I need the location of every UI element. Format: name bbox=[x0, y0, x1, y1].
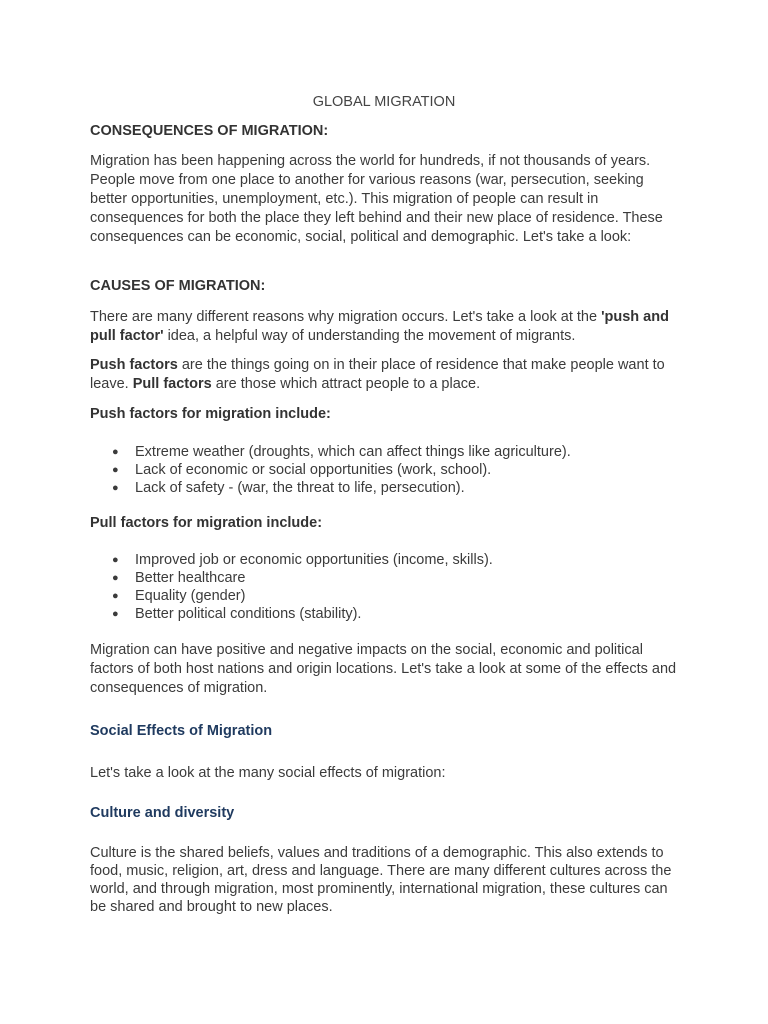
document-title: GLOBAL MIGRATION bbox=[312, 94, 456, 110]
causes-text-start: There are many different reasons why migration occurs. Let's take a look at the bbox=[90, 309, 602, 325]
list-item: ● Better healthcare bbox=[112, 570, 246, 586]
list-item: ● Equality (gender) bbox=[112, 588, 246, 604]
consequences-heading: CONSEQUENCES OF MIGRATION: bbox=[90, 123, 329, 139]
pull-factors-text: are those which attract people to a place. bbox=[211, 376, 481, 392]
pull-factors-term: Pull factors bbox=[132, 376, 212, 392]
causes-heading: CAUSES OF MIGRATION: bbox=[90, 278, 266, 294]
list-item: ● Extreme weather (droughts, which can affect things like agriculture). bbox=[112, 444, 571, 460]
causes-text-end: idea, a helpful way of understanding the movement of migrants. bbox=[163, 328, 576, 344]
culture-heading: Culture and diversity bbox=[90, 805, 235, 821]
factors-paragraph bbox=[90, 356, 680, 394]
social-intro-paragraph: Let's take a look at the many social effects of migration: bbox=[90, 765, 446, 781]
pull-factors-list bbox=[90, 551, 680, 623]
culture-paragraph: Culture is the shared beliefs, values and traditions of a demographic. This also extends to food, music, religion, art, dress and language. There are many different cultures across the world, and through migration, most prominently, international migration, these cultures can be shared and brought to new places. bbox=[90, 845, 672, 915]
list-item: ● Better political conditions (stability). bbox=[112, 606, 362, 622]
consequences-paragraph: Migration has been happening across the world for hundreds, if not thousands of years. People move from one place to another for various reasons (war, persecution, seeking better opportunities, unemployment, etc.). This migration of people can result in consequences for both the place they left behind and their new place of residence. These consequences can be economic, social, political and demographic. Let's take a look: bbox=[90, 153, 663, 245]
social-effects-heading: Social Effects of Migration bbox=[90, 723, 273, 739]
push-factors-term: Push factors bbox=[90, 357, 178, 373]
impacts-paragraph: Migration can have positive and negative impacts on the social, economic and political factors of both host nations and origin locations. Let's take a look at some of the effects and consequences of migration. bbox=[90, 642, 677, 696]
push-factors-list bbox=[90, 443, 680, 497]
list-item: ● Lack of safety - (war, the threat to life, persecution). bbox=[112, 480, 465, 496]
causes-paragraph bbox=[90, 308, 680, 346]
list-item: ● Improved job or economic opportunities (income, skills). bbox=[112, 552, 493, 568]
push-factors-text: are the things going on in their place of residence that make people want to leave. bbox=[90, 357, 665, 392]
push-list-heading: Push factors for migration include: bbox=[90, 406, 331, 422]
push-pull-term: 'push and pull factor' bbox=[90, 309, 669, 344]
list-item: ● Lack of economic or social opportunities (work, school). bbox=[112, 462, 492, 478]
pull-list-heading: Pull factors for migration include: bbox=[90, 515, 323, 531]
